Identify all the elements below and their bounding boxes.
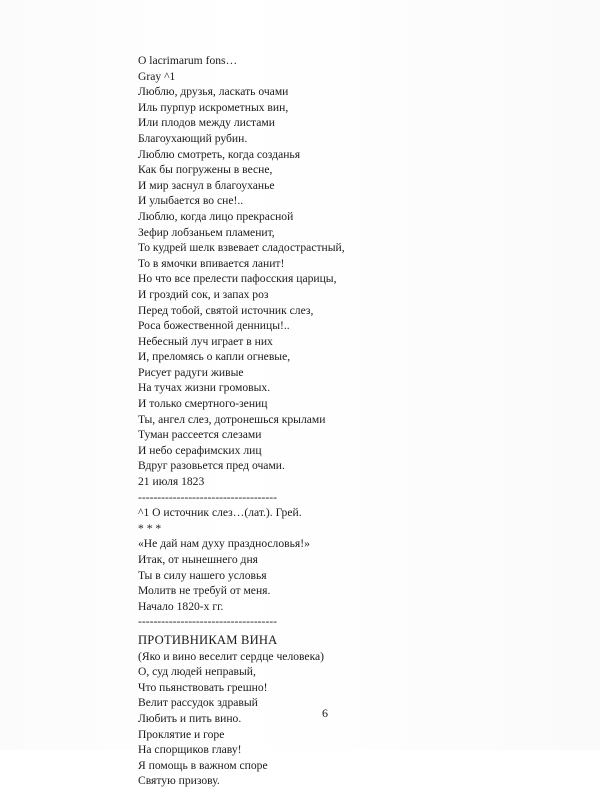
poem-line: Ты, ангел слез, дотронешься крылами bbox=[138, 412, 326, 426]
poem-line: Вдруг разовьется пред очами. bbox=[138, 459, 285, 473]
page-number: 6 bbox=[322, 706, 328, 720]
poem-date: 21 июля 1823 bbox=[138, 475, 205, 489]
poem-line: И, преломясь о капли огневые, bbox=[138, 350, 291, 364]
poem-line: Зефир лобзаньем пламенит, bbox=[138, 225, 275, 239]
poem-line: И мир заснул в благоуханье bbox=[138, 178, 275, 192]
poem-line: Небесный луч играет в них bbox=[138, 334, 273, 348]
poem-line: Я помощь в важном споре bbox=[138, 758, 268, 772]
poem-line: Рисует радуги живые bbox=[138, 365, 244, 379]
poem-line: На спорщиков главу! bbox=[138, 743, 242, 757]
poem-subtitle: (Яко и вино веселит сердце человека) bbox=[138, 649, 325, 663]
poem-text bbox=[138, 53, 438, 789]
poem-line: Туман рассеется слезами bbox=[138, 428, 262, 442]
poem-line: Перед тобой, святой источник слез, bbox=[138, 303, 314, 317]
poem-line: Как бы погружены в весне, bbox=[138, 163, 273, 177]
epigraph-author: Gray ^1 bbox=[138, 69, 176, 83]
poem-line: Велит рассудок здравый bbox=[138, 696, 258, 710]
poem-line: Молитв не требуй от меня. bbox=[138, 584, 271, 598]
separator-line: ------------------------------------ bbox=[138, 490, 277, 504]
footnote: ^1 О источник слез…(лат.). Грей. bbox=[138, 506, 302, 520]
poem-line: Ты в силу нашего условья bbox=[138, 568, 267, 582]
separator-line: ------------------------------------ bbox=[138, 615, 277, 629]
poem-line: Святую призову. bbox=[138, 774, 220, 788]
poem-line: Что пьянствовать грешно! bbox=[138, 680, 268, 694]
asterism: * * * bbox=[138, 521, 162, 535]
poem-line: На тучах жизни громовых. bbox=[138, 381, 271, 395]
poem-line: О, суд людей неправый, bbox=[138, 665, 256, 679]
poem-line: Любить и пить вино. bbox=[138, 711, 242, 725]
epigraph-line: O lacrimarum fons… bbox=[138, 54, 238, 67]
poem-line: И гроздий сок, и запах роз bbox=[138, 287, 269, 301]
poem-date: Начало 1820-х гг. bbox=[138, 599, 224, 613]
poem-title: ПРОТИВНИКАМ ВИНА bbox=[138, 632, 278, 647]
poem-line: То в ямочки впивается ланит! bbox=[138, 256, 285, 270]
poem-line: «Не дай нам духу празднословья!» bbox=[138, 537, 310, 551]
poem-line: Иль пурпур искрометных вин, bbox=[138, 100, 289, 114]
poem-line: Люблю, друзья, ласкать очами bbox=[138, 85, 289, 99]
poem-line: Роса божественной денницы!.. bbox=[138, 319, 290, 333]
poem-line: И только смертного-зениц bbox=[138, 397, 268, 411]
poem-line: Но что все прелести пафосския царицы, bbox=[138, 272, 337, 286]
poem-line: То кудрей шелк взвевает сладострастный, bbox=[138, 241, 345, 255]
poem-line: Люблю, когда лицо прекрасной bbox=[138, 209, 294, 223]
poem-line: Итак, от нынешнего дня bbox=[138, 553, 258, 566]
poem-line: Проклятие и горе bbox=[138, 727, 225, 741]
poem-line: И небо серафимских лиц bbox=[138, 443, 262, 457]
poem-line: Люблю смотреть, когда созданья bbox=[138, 147, 301, 161]
poem-line: Или плодов между листами bbox=[138, 116, 275, 130]
poem-line: Благоухающий рубин. bbox=[138, 131, 248, 145]
poem-line: И улыбается во сне!.. bbox=[138, 194, 244, 208]
